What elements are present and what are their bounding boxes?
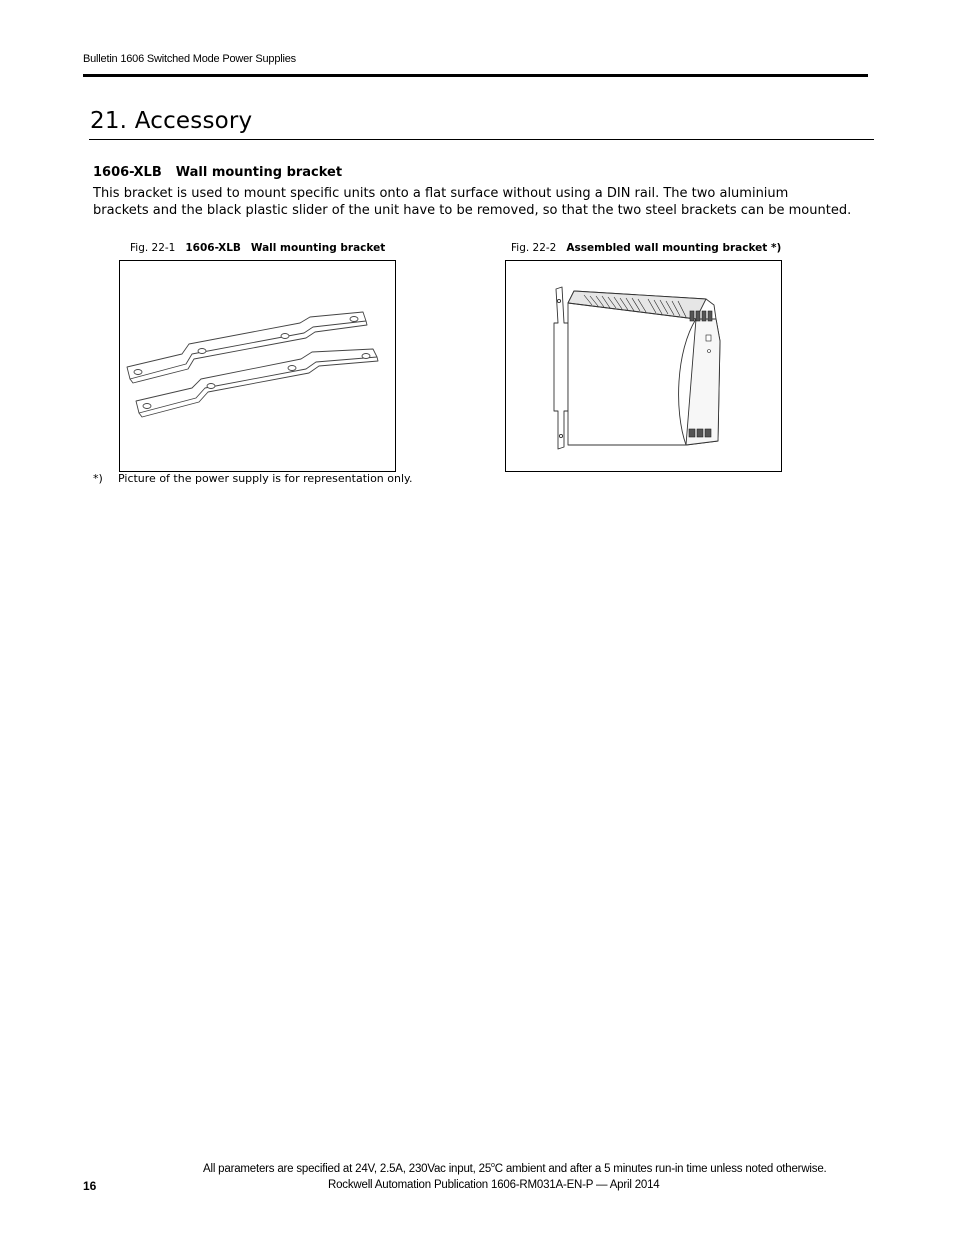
figure-1-caption: [130, 242, 385, 254]
figure-2-frame: [505, 260, 782, 472]
power-supply-with-bracket-drawing: [506, 261, 781, 471]
page-number: 16: [83, 1179, 97, 1193]
figure-1-number: Fig. 22-1: [130, 242, 176, 254]
figure-2-title: Assembled wall mounting bracket *): [566, 242, 782, 254]
running-header: Bulletin 1606 Switched Mode Power Supplies: [83, 53, 296, 65]
figure-1-code: 1606-XLB: [185, 242, 241, 254]
footnote-marker: *): [93, 472, 103, 485]
paragraph-line-2: brackets and the black plastic slider of the unit have to be removed, so that the two steel brackets can be mounted.: [93, 203, 852, 218]
figure-2-caption: [511, 242, 781, 254]
section-rule: [89, 139, 874, 140]
footer-parameters-note: All parameters are specified at 24V, 2.5A, 230Vac input, 25$^o$C ambient and after a 5 minutes run-in time unless noted otherwise.: [203, 1162, 827, 1175]
subsection-code: 1606-XLB: [93, 165, 162, 180]
section-title: 21. Accessory: [90, 108, 253, 134]
figure-1-title: Wall mounting bracket: [250, 242, 386, 254]
figure-2-number: Fig. 22-2: [511, 242, 557, 254]
paragraph-line-1: This bracket is used to mount specific units onto a flat surface without using a DIN rail. The two aluminium: [93, 186, 789, 201]
header-rule: [83, 74, 868, 77]
footnote-text: Picture of the power supply is for representation only.: [118, 472, 413, 485]
subsection-title: [93, 165, 342, 180]
subsection-name: Wall mounting bracket: [175, 165, 343, 180]
steel-brackets-drawing: [120, 261, 395, 471]
body-paragraph: [93, 185, 873, 219]
figure-1-frame: [119, 260, 396, 472]
footer-publication: Rockwell Automation Publication 1606-RM031A-EN-P — April 2014: [328, 1179, 660, 1191]
